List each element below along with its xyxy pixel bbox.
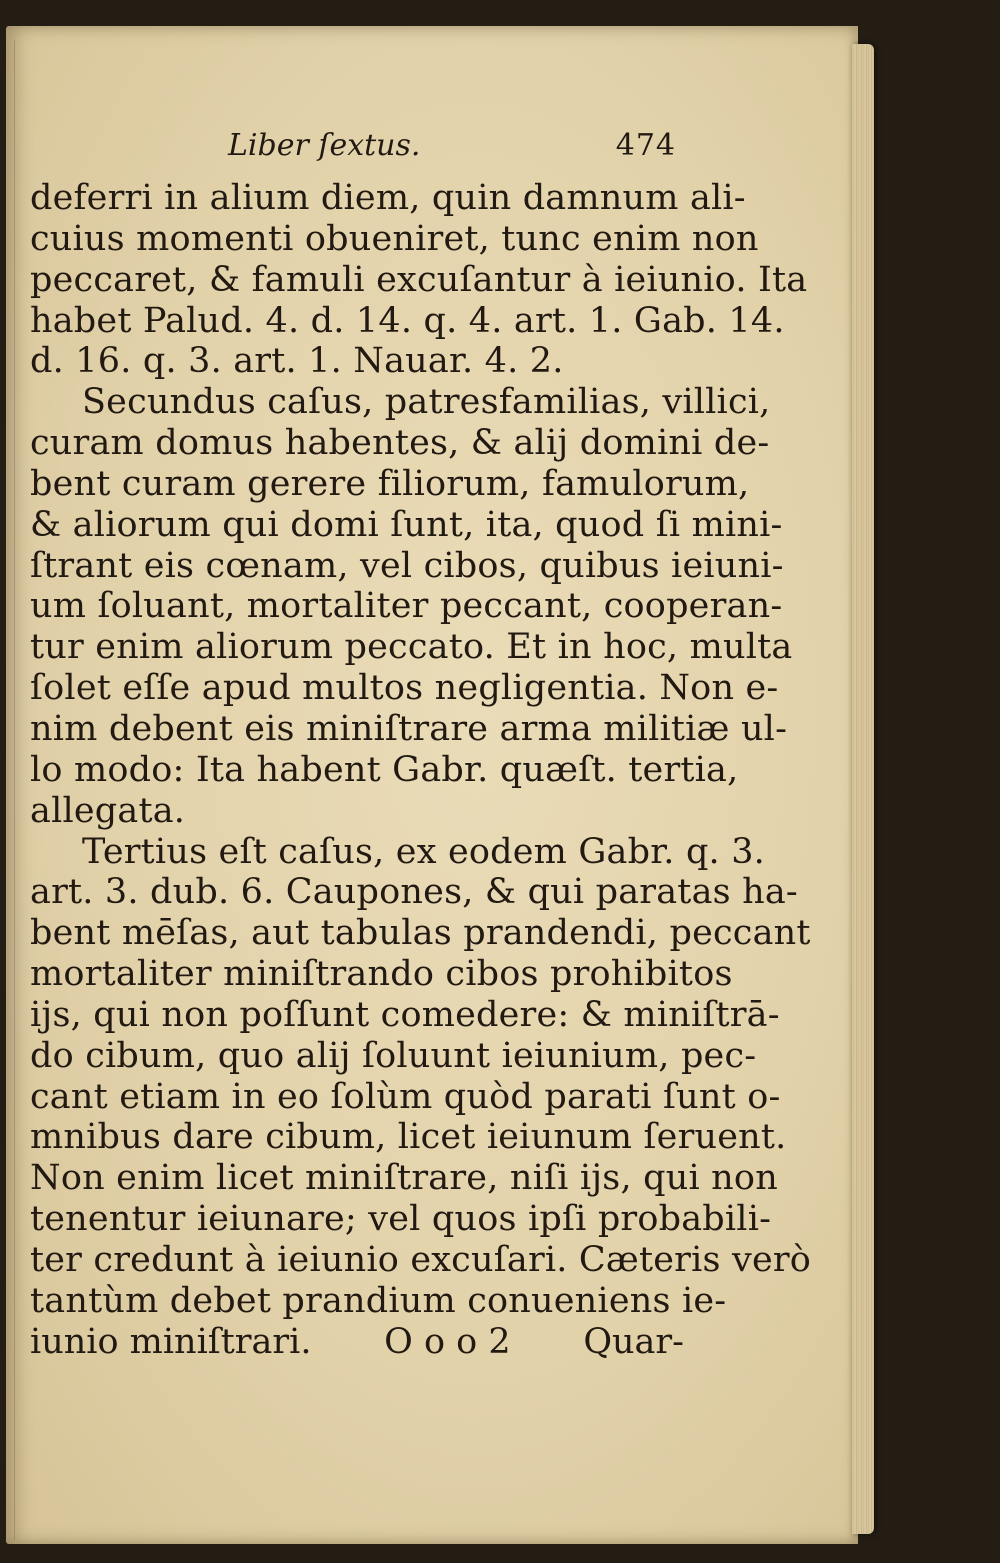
text-line: deferri in alium diem, quin damnum ali-: [30, 178, 746, 218]
folio-number: 474: [615, 128, 676, 163]
text-line: habet Palud. 4. d. 14. q. 4. art. 1. Gab. 14.: [30, 300, 785, 341]
text-line: bent curam gerere filiorum, famulorum,: [30, 463, 750, 504]
text-line: peccaret, & famuli excuſantur à ieiunio. Ita: [30, 259, 808, 300]
page-edges: [852, 44, 874, 1534]
text-line: curam domus habentes, & alij domini de-: [30, 423, 770, 464]
text-line: Non enim licet miniſtrare, niſi ijs, qui non: [30, 1158, 778, 1199]
page-header: [30, 128, 690, 178]
gutter-shadow: [14, 40, 15, 1540]
paragraph-start-line: Secundus caſus, patresfamilias, villici,: [82, 382, 771, 423]
paragraph-start-line: Tertius eſt caſus, ex eodem Gabr. q. 3.: [82, 831, 766, 872]
text-line: ter credunt à ieiunio excuſari. Cæteris verò: [30, 1239, 812, 1280]
running-head: Liber ſextus.: [228, 128, 421, 163]
text-line: allegata.: [30, 790, 186, 831]
text-line: ijs, qui non poſſunt comedere: & miniſtrā-: [30, 994, 780, 1035]
page-footer: [30, 1322, 690, 1363]
text-line: ſolet eſſe apud multos negligentia. Non e-: [30, 668, 779, 709]
text-line: d. 16. q. 3. art. 1. Nauar. 4. 2.: [30, 341, 564, 382]
text-line: bent mēſas, aut tabulas prandendi, peccant: [30, 913, 811, 954]
text-block: [30, 128, 812, 1362]
text-line: & aliorum qui domi ſunt, ita, quod ſi mini-: [30, 504, 783, 545]
catchword: Quar-: [583, 1321, 684, 1362]
text-line: cant etiam in eo ſolùm quòd parati ſunt o-: [30, 1076, 781, 1117]
text-line: do cibum, quo alij ſoluunt ieiunium, pec-: [30, 1035, 757, 1076]
text-line: mnibus dare cibum, licet ieiunum ſeruent.: [30, 1117, 787, 1158]
text-line: tantùm debet prandium conueniens ie-: [30, 1280, 727, 1321]
text-line: tenentur ieiunare; vel quos ipſi probabili-: [30, 1199, 772, 1240]
text-line: ſtrant eis cœnam, vel cibos, quibus ieiuni-: [30, 545, 784, 586]
text-line: tur enim aliorum peccato. Et in hoc, multa: [30, 627, 793, 668]
text-line: lo modo: Ita habent Gabr. quæſt. tertia,: [30, 749, 739, 790]
text-line: cuius momenti obueniret, tunc enim non: [30, 218, 759, 259]
text-line: iunio miniſtrari.: [30, 1321, 312, 1362]
text-line: art. 3. dub. 6. Caupones, & qui paratas ha-: [30, 872, 798, 913]
text-line: mortaliter miniſtrando cibos prohibitos: [30, 954, 733, 995]
text-line: um ſoluant, mortaliter peccant, cooperan-: [30, 586, 783, 627]
signature-mark: O o o 2: [384, 1321, 511, 1362]
text-line: nim debent eis miniſtrare arma militiæ ul-: [30, 708, 788, 749]
